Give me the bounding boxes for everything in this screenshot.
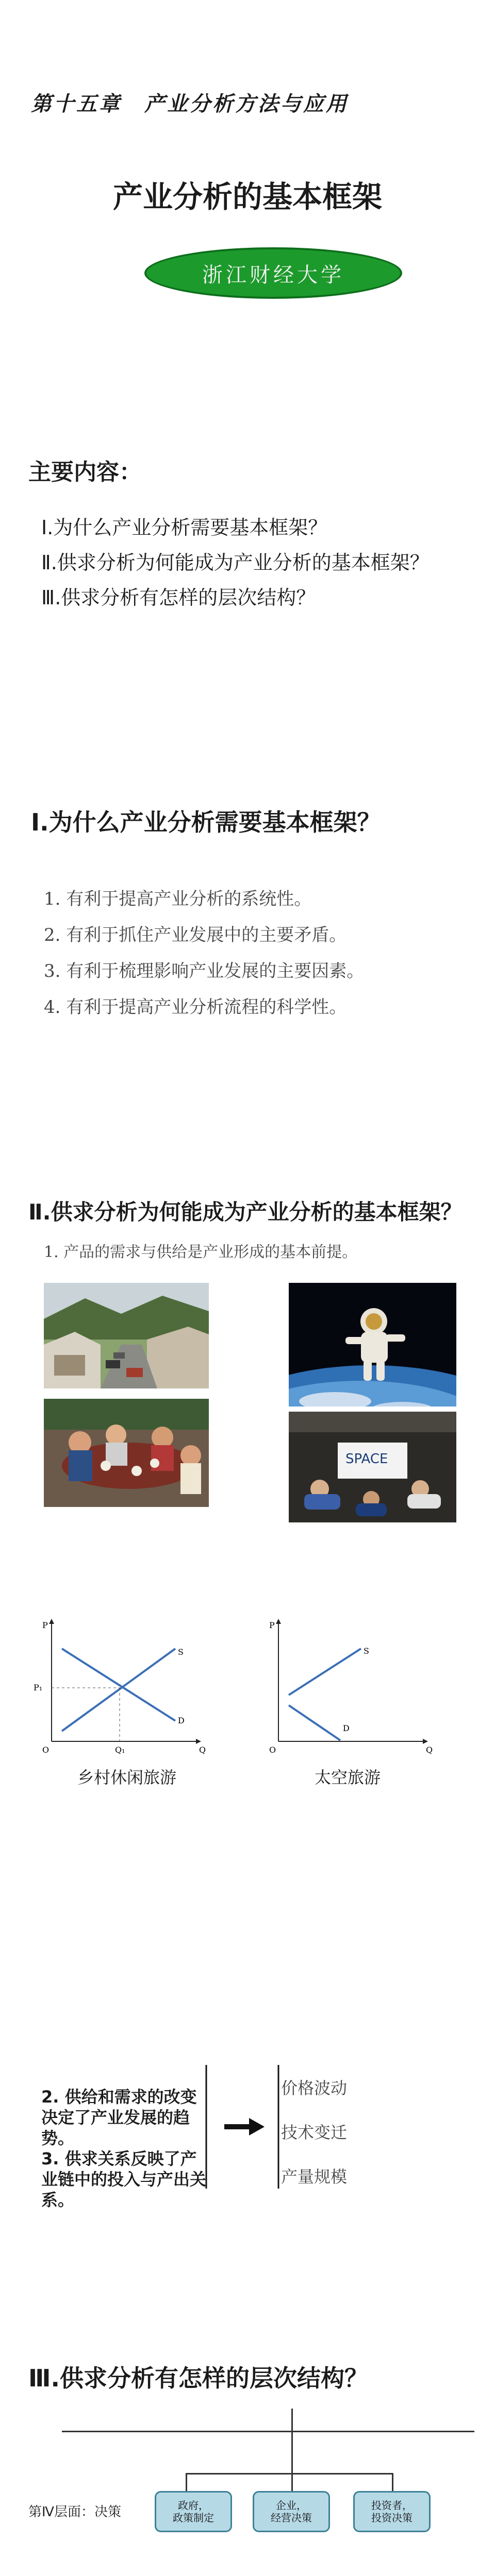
axis-p: P bbox=[42, 1620, 48, 1630]
axis-p: P bbox=[269, 1620, 275, 1630]
reason-item: 3. 有利于梳理影响产业发展的主要因素。 bbox=[44, 961, 365, 981]
hierarchy-slide-1 bbox=[0, 2360, 495, 2566]
reason-item: 2. 有利于抓住产业发展中的主要矛盾。 bbox=[44, 925, 347, 945]
cover-slide bbox=[0, 0, 495, 319]
toc-item: Ⅱ.供求分析为何能成为产业分析的基本框架？ bbox=[41, 551, 430, 574]
university-name: 浙江财经大学 bbox=[202, 263, 344, 287]
chapter-title: 第十五章 产业分析方法与应用 bbox=[31, 92, 349, 116]
section2-bullet: 1. 产品的需求与供给是产业形成的基本前提。 bbox=[44, 1243, 358, 1261]
space-tourism-graph bbox=[258, 1618, 433, 1757]
axis-q: Q bbox=[199, 1745, 206, 1755]
curve-s: S bbox=[364, 1646, 369, 1656]
contents-heading: 主要内容： bbox=[28, 459, 142, 485]
label-q1: Q₁ bbox=[115, 1745, 125, 1755]
origin-o: O bbox=[269, 1745, 276, 1755]
village-street-photo bbox=[44, 1283, 209, 1388]
decision-enterprise: 企业， 经营决策 bbox=[253, 2491, 330, 2532]
zero-gravity-photo bbox=[289, 1412, 456, 1522]
space-tourism-caption: 太空旅游 bbox=[315, 1768, 381, 1787]
cover-title: 产业分析的基本框架 bbox=[112, 179, 382, 214]
curve-d: D bbox=[178, 1716, 185, 1725]
layer4-label: 第Ⅳ层面：决策 bbox=[28, 2504, 121, 2520]
supply-demand-change-slide bbox=[0, 1999, 495, 2215]
toc-item: Ⅰ.为什么产业分析需要基本框架？ bbox=[41, 516, 328, 539]
svg-text:SPACE: SPACE bbox=[345, 1451, 388, 1467]
change-points-text: 2. 供给和需求的改变决定了产业发展的趋势。 3. 供求关系反映了产业链中的投入与产出关系。 bbox=[41, 2087, 207, 2210]
reason-list bbox=[44, 881, 364, 1025]
outcome-list bbox=[281, 2066, 347, 2199]
connector bbox=[392, 2473, 393, 2491]
curve-d: D bbox=[343, 1723, 350, 1733]
top-rule bbox=[62, 2431, 474, 2432]
rural-dining-photo bbox=[44, 1399, 209, 1507]
rural-tourism-graph bbox=[31, 1618, 206, 1757]
supply-demand-slide bbox=[0, 1587, 495, 1906]
bracket-arrow bbox=[204, 2065, 281, 2194]
axis-q: Q bbox=[426, 1745, 433, 1755]
astronaut-photo bbox=[289, 1283, 456, 1406]
curve-s: S bbox=[178, 1647, 184, 1657]
reason-item: 1. 有利于提高产业分析的系统性。 bbox=[44, 889, 312, 909]
toc-item: Ⅲ.供求分析有怎样的层次结构？ bbox=[41, 586, 316, 609]
section1-slide bbox=[0, 804, 495, 1082]
reason-item: 4. 有利于提高产业分析流程的科学性。 bbox=[44, 997, 347, 1018]
outcome-item: 技术变迁 bbox=[281, 2123, 348, 2142]
section2-heading: Ⅱ.供求分析为何能成为产业分析的基本框架？ bbox=[28, 1199, 463, 1225]
rural-tourism-caption: 乡村休闲旅游 bbox=[77, 1768, 177, 1787]
connector bbox=[186, 2473, 187, 2491]
connector bbox=[291, 2409, 293, 2473]
university-badge bbox=[144, 247, 402, 299]
outcome-item: 产量规模 bbox=[281, 2167, 348, 2187]
decision-government: 政府， 政策制定 bbox=[155, 2491, 232, 2532]
label-p1: P₁ bbox=[34, 1683, 43, 1692]
section2-slide bbox=[0, 1195, 495, 1484]
change-points bbox=[41, 2066, 211, 2210]
toc-list bbox=[41, 510, 430, 615]
contents-slide bbox=[0, 453, 495, 659]
section1-heading: Ⅰ.为什么产业分析需要基本框架？ bbox=[31, 808, 381, 836]
decision-investor: 投资者， 投资决策 bbox=[353, 2491, 431, 2532]
hierarchy-heading: Ⅲ.供求分析有怎样的层次结构？ bbox=[28, 2364, 368, 2392]
connector bbox=[291, 2473, 293, 2491]
outcome-item: 价格波动 bbox=[281, 2078, 348, 2098]
origin-o: O bbox=[42, 1745, 50, 1755]
connector bbox=[186, 2473, 392, 2475]
